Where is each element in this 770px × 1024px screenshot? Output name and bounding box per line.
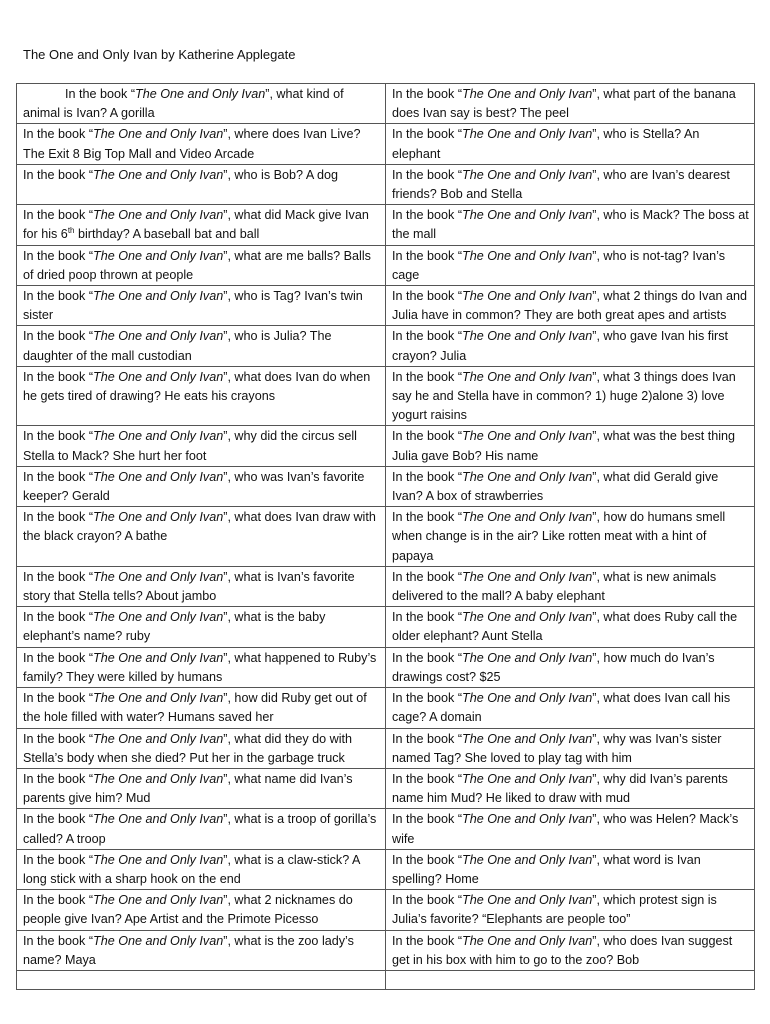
question-text: , what did they do with Stella’s body when she died? Put her in the garbage truck (23, 731, 353, 765)
question-cell (17, 849, 386, 889)
question-prefix: In the book “ (23, 771, 94, 786)
question-prefix: In the book “ (23, 329, 94, 344)
question-close-quote: ” (223, 289, 228, 304)
ordinal-suffix: th (67, 226, 75, 236)
question-table-body (17, 84, 755, 990)
book-title: The One and Only Ivan (93, 329, 224, 344)
question-text: , what kind of animal is Ivan? A gorilla (23, 87, 344, 121)
question-close-quote: ” (592, 812, 597, 827)
book-title: The One and Only Ivan (462, 167, 593, 182)
question-cell (386, 970, 755, 989)
table-row (17, 507, 755, 567)
question-close-quote: ” (592, 429, 597, 444)
question-text: , what is a troop of gorilla’s called? A troop (23, 812, 377, 846)
question-close-quote: ” (592, 852, 597, 867)
question-text: , what are me balls? Balls of dried poop thrown at people (23, 248, 371, 282)
question-text: , what 2 things do Ivan and Julia have in common? They are both great apes and artists (392, 289, 747, 323)
question-text: , what part of the banana does Ivan say is best? The peel (392, 87, 736, 121)
book-title: The One and Only Ivan (462, 510, 593, 525)
table-row (17, 849, 755, 889)
book-title: The One and Only Ivan (93, 569, 224, 584)
book-title: The One and Only Ivan (462, 208, 593, 223)
question-close-quote: ” (592, 569, 597, 584)
question-close-quote: ” (223, 329, 228, 344)
question-cell (386, 809, 755, 849)
question-close-quote: ” (592, 248, 597, 263)
table-row (17, 84, 755, 124)
book-title: The One and Only Ivan (93, 731, 224, 746)
book-title: The One and Only Ivan (462, 731, 593, 746)
question-text: , how do humans smell when change is in the air? Like rotten meat with a hint of papaya (392, 510, 726, 563)
table-row (17, 245, 755, 285)
book-title: The One and Only Ivan (93, 812, 224, 827)
book-title: The One and Only Ivan (93, 610, 224, 625)
question-prefix: In the book “ (392, 650, 463, 665)
question-cell (17, 286, 386, 326)
question-prefix: In the book “ (392, 289, 463, 304)
question-text: , what does Ivan do when he gets tired of drawing? He eats his crayons (23, 369, 371, 404)
table-row (17, 205, 755, 245)
question-prefix: In the book “ (23, 852, 94, 867)
question-cell (386, 164, 755, 204)
question-prefix: In the book “ (392, 933, 463, 948)
question-cell (386, 688, 755, 728)
question-text: , what 2 nicknames do people give Ivan? Ape Artist and the Primote Picesso (23, 893, 353, 927)
book-title: The One and Only Ivan (93, 369, 224, 384)
book-title: The One and Only Ivan (462, 812, 593, 827)
question-close-quote: ” (265, 87, 270, 101)
question-close-quote: ” (223, 369, 228, 384)
book-title: The One and Only Ivan (462, 469, 593, 484)
question-prefix: In the book “ (392, 167, 463, 182)
question-close-quote: ” (223, 812, 228, 827)
question-text: , who is Tag? Ivan’s twin sister (23, 289, 363, 323)
book-title: The One and Only Ivan (93, 650, 224, 665)
table-row (17, 809, 755, 849)
question-close-quote: ” (592, 369, 597, 384)
table-row (17, 970, 755, 989)
book-title: The One and Only Ivan (93, 510, 224, 525)
question-prefix: In the book “ (23, 248, 94, 263)
question-cell (386, 849, 755, 889)
question-prefix: In the book “ (392, 610, 463, 625)
question-text: , where does Ivan Live? The Exit 8 Big Top Mall and Video Arcade (23, 127, 361, 161)
question-prefix: In the book “ (23, 510, 94, 525)
question-close-quote: ” (223, 569, 228, 584)
question-text: , what was the best thing Julia gave Bob? His name (392, 429, 736, 463)
book-title: The One and Only Ivan (462, 893, 593, 908)
question-close-quote: ” (592, 469, 597, 484)
question-cell (386, 366, 755, 426)
question-cell (17, 566, 386, 606)
question-close-quote: ” (223, 650, 228, 665)
question-text: , who is Bob? A dog (227, 167, 339, 182)
question-close-quote: ” (223, 852, 228, 867)
question-cell (17, 124, 386, 164)
question-close-quote: ” (223, 469, 228, 484)
book-title: The One and Only Ivan (93, 933, 224, 948)
question-cell (17, 84, 386, 124)
question-close-quote: ” (592, 610, 597, 625)
book-title: The One and Only Ivan (93, 429, 224, 444)
question-cell (386, 566, 755, 606)
question-text: , who was Helen? Mack’s wife (392, 812, 739, 846)
question-cell (17, 466, 386, 506)
question-close-quote: ” (592, 167, 597, 182)
question-prefix: In the book “ (392, 329, 463, 344)
book-title: The One and Only Ivan (93, 127, 224, 142)
question-text: , what name did Ivan’s parents give him? Mud (23, 771, 353, 806)
book-title: The One and Only Ivan (93, 208, 224, 223)
table-row (17, 728, 755, 768)
question-cell (17, 326, 386, 366)
question-prefix: In the book “ (392, 812, 463, 827)
table-row (17, 326, 755, 366)
question-cell (386, 245, 755, 285)
question-cell (386, 647, 755, 687)
question-close-quote: ” (223, 933, 228, 948)
table-row (17, 607, 755, 647)
question-close-quote: ” (592, 510, 597, 525)
question-cell (386, 466, 755, 506)
question-prefix: In the book “ (23, 469, 94, 484)
question-prefix: In the book “ (23, 893, 94, 908)
question-table (16, 83, 755, 990)
question-text: , what 3 things does Ivan say he and Stella have in common? 1) huge 2)alone 3) love yogurt raisins (392, 369, 736, 423)
question-text: , what is a claw-stick? A long stick with a sharp hook on the end (23, 852, 360, 886)
book-title: The One and Only Ivan (135, 87, 266, 101)
question-cell (386, 607, 755, 647)
question-text: , what did Mack give Ivan for his 6 (23, 208, 369, 242)
question-text: , what did Gerald give Ivan? A box of strawberries (392, 469, 719, 504)
question-close-quote: ” (223, 208, 228, 223)
question-text: , who was Ivan’s favorite keeper? Gerald (23, 469, 365, 504)
question-prefix: In the book “ (392, 127, 463, 142)
table-row (17, 124, 755, 164)
question-close-quote: ” (592, 87, 597, 101)
question-cell (386, 930, 755, 970)
question-prefix: In the book “ (23, 289, 94, 304)
question-prefix: In the book “ (392, 731, 463, 746)
question-prefix: In the book “ (392, 852, 463, 867)
book-title: The One and Only Ivan (93, 771, 224, 786)
question-close-quote: ” (592, 893, 597, 908)
question-prefix: In the book “ (392, 893, 463, 908)
question-text: birthday? A baseball bat and ball (74, 227, 260, 242)
question-cell (17, 366, 386, 426)
question-prefix: In the book “ (23, 691, 94, 706)
question-cell (17, 890, 386, 930)
table-row (17, 688, 755, 728)
table-row (17, 768, 755, 808)
table-row (17, 286, 755, 326)
question-cell (17, 809, 386, 849)
question-close-quote: ” (592, 731, 597, 746)
question-close-quote: ” (592, 289, 597, 304)
question-prefix: In the book “ (23, 731, 94, 746)
question-cell (386, 728, 755, 768)
book-title: The One and Only Ivan (462, 650, 593, 665)
question-prefix: In the book “ (392, 510, 463, 525)
question-text: , how did Ruby get out of the hole filled with water? Humans saved her (23, 691, 367, 725)
question-cell (17, 728, 386, 768)
question-text: , what is the baby elephant’s name? ruby (23, 610, 326, 644)
book-title: The One and Only Ivan (462, 933, 593, 948)
table-row (17, 426, 755, 466)
book-title: The One and Only Ivan (93, 893, 224, 908)
book-title: The One and Only Ivan (462, 289, 593, 304)
question-prefix: In the book “ (392, 569, 463, 584)
question-cell (17, 245, 386, 285)
question-close-quote: ” (223, 167, 228, 182)
question-text: , which protest sign is Julia’s favorite? “Elephants are people too” (392, 893, 717, 927)
question-prefix: In the book “ (392, 369, 463, 384)
question-text: , what does Ruby call the older elephant? Aunt Stella (392, 610, 738, 644)
question-prefix: In the book “ (23, 369, 94, 384)
question-prefix: In the book “ (23, 650, 94, 665)
question-text: , how much do Ivan’s drawings cost? $25 (392, 650, 715, 684)
question-close-quote: ” (223, 510, 228, 525)
question-close-quote: ” (223, 893, 228, 908)
question-text: , why was Ivan’s sister named Tag? She loved to play tag with him (392, 731, 722, 765)
question-text: , what word is Ivan spelling? Home (392, 852, 701, 886)
question-close-quote: ” (223, 771, 228, 786)
question-close-quote: ” (223, 731, 228, 746)
question-prefix: In the book “ (392, 248, 463, 263)
question-cell (17, 205, 386, 245)
book-title: The One and Only Ivan (462, 429, 593, 444)
question-prefix: In the book “ (23, 569, 94, 584)
question-prefix: In the book “ (392, 87, 463, 101)
book-title: The One and Only Ivan (93, 469, 224, 484)
question-prefix: In the book “ (392, 208, 463, 223)
book-title: The One and Only Ivan (462, 691, 593, 706)
table-row (17, 930, 755, 970)
question-text: , who does Ivan suggest get in his box with him to go to the zoo? Bob (392, 933, 733, 967)
question-text: , what does Ivan draw with the black crayon? A bathe (23, 510, 376, 544)
question-prefix: In the book “ (23, 167, 94, 182)
book-title: The One and Only Ivan (93, 289, 224, 304)
question-prefix: In the book “ (23, 933, 94, 948)
question-text: , what is the zoo lady’s name? Maya (23, 933, 354, 967)
question-text: , why did the circus sell Stella to Mack? She hurt her foot (23, 429, 357, 463)
question-text: , who is Mack? The boss at the mall (392, 208, 749, 242)
question-prefix: In the book “ (23, 610, 94, 625)
question-cell (17, 768, 386, 808)
question-close-quote: ” (592, 208, 597, 223)
question-cell (17, 426, 386, 466)
question-text: , who is Stella? An elephant (392, 127, 700, 161)
question-text: , who gave Ivan his first crayon? Julia (392, 329, 729, 363)
question-text: , who is Julia? The daughter of the mall custodian (23, 329, 332, 363)
question-cell (17, 607, 386, 647)
question-cell (386, 124, 755, 164)
table-row (17, 466, 755, 506)
question-cell (386, 84, 755, 124)
question-cell (17, 507, 386, 567)
book-title: The One and Only Ivan (462, 87, 593, 101)
question-cell (386, 890, 755, 930)
question-text: , what is Ivan’s favorite story that Stella tells? About jambo (23, 569, 355, 604)
question-close-quote: ” (223, 610, 228, 625)
question-prefix: In the book “ (392, 429, 463, 444)
table-row (17, 366, 755, 426)
question-close-quote: ” (592, 329, 597, 344)
book-title: The One and Only Ivan (462, 369, 593, 384)
question-prefix: In the book “ (23, 127, 94, 142)
book-title: The One and Only Ivan (93, 691, 224, 706)
question-prefix: In the book “ (23, 429, 94, 444)
question-close-quote: ” (592, 691, 597, 706)
question-cell (17, 970, 386, 989)
question-close-quote: ” (592, 933, 597, 948)
book-title: The One and Only Ivan (93, 167, 224, 182)
table-row (17, 890, 755, 930)
question-close-quote: ” (223, 691, 228, 706)
table-row (17, 566, 755, 606)
question-cell (386, 286, 755, 326)
question-close-quote: ” (592, 127, 597, 142)
table-row (17, 647, 755, 687)
question-cell (386, 205, 755, 245)
book-title: The One and Only Ivan (462, 771, 593, 786)
question-text: , why did Ivan’s parents name him Mud? He liked to draw with mud (392, 771, 728, 806)
question-prefix: In the book “ (392, 771, 463, 786)
question-close-quote: ” (592, 650, 597, 665)
book-title: The One and Only Ivan (462, 569, 593, 584)
question-text: , what happened to Ruby’s family? They were killed by humans (23, 650, 377, 684)
question-text: , what is new animals delivered to the mall? A baby elephant (392, 569, 717, 604)
question-text: , who are Ivan’s dearest friends? Bob and Stella (392, 167, 730, 202)
question-cell (386, 507, 755, 567)
question-prefix: In the book “ (23, 208, 94, 223)
question-cell (17, 688, 386, 728)
book-title: The One and Only Ivan (462, 248, 593, 263)
question-prefix: In the book “ (65, 87, 136, 101)
question-prefix: In the book “ (392, 691, 463, 706)
question-close-quote: ” (223, 127, 228, 142)
table-row (17, 164, 755, 204)
question-close-quote: ” (223, 248, 228, 263)
question-cell (17, 164, 386, 204)
book-title: The One and Only Ivan (462, 127, 593, 142)
question-close-quote: ” (223, 429, 228, 444)
question-text: , what does Ivan call his cage? A domain (392, 691, 731, 725)
question-text: , who is not-tag? Ivan’s cage (392, 248, 726, 282)
book-title: The One and Only Ivan (93, 248, 224, 263)
question-prefix: In the book “ (392, 469, 463, 484)
question-cell (386, 426, 755, 466)
question-cell (17, 930, 386, 970)
question-cell (17, 647, 386, 687)
book-title: The One and Only Ivan (462, 852, 593, 867)
question-close-quote: ” (592, 771, 597, 786)
question-prefix: In the book “ (23, 812, 94, 827)
document-title: The One and Only Ivan by Katherine Applegate (23, 47, 296, 62)
question-cell (386, 768, 755, 808)
question-cell (386, 326, 755, 366)
book-title: The One and Only Ivan (462, 610, 593, 625)
book-title: The One and Only Ivan (93, 852, 224, 867)
book-title: The One and Only Ivan (462, 329, 593, 344)
